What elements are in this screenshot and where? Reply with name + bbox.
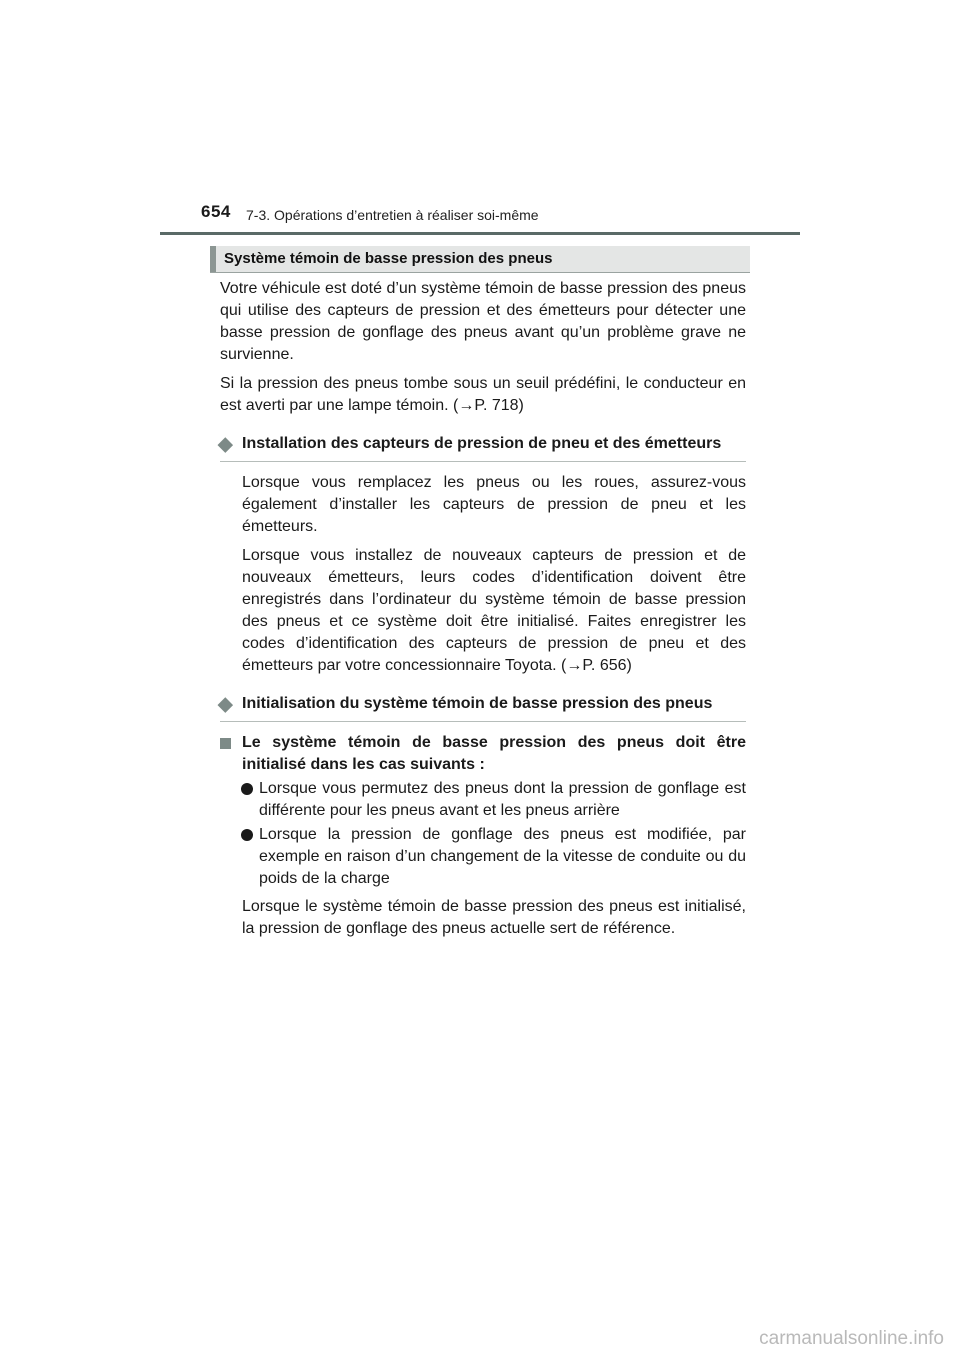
page-header	[0, 0, 960, 240]
square-bullet-icon	[220, 738, 231, 749]
intro-paragraph-2: Si la pression des pneus tombe sous un seuil prédéfini, le conducteur en est averti par une lampe témoin. (→P. 718)	[220, 375, 746, 414]
bullet-dot-icon	[241, 829, 253, 841]
header-rule	[160, 232, 800, 235]
list-item	[220, 824, 746, 890]
closing-paragraph: Lorsque le système témoin de basse pression des pneus est initialisé, la pression de gonflage des pneus actuelle sert de référence.	[242, 898, 746, 937]
page-number: 654	[201, 202, 231, 221]
heading-rule	[220, 461, 746, 462]
watermark: carmanualsonline.info	[759, 1328, 944, 1349]
installation-paragraph-1: Lorsque vous remplacez les pneus ou les roues, assurez-vous également d’installer les capteurs de pression de pneu et les émetteurs.	[242, 474, 746, 535]
subsection-heading-text: Initialisation du système témoin de basse pression des pneus	[242, 695, 713, 712]
section-title: Système témoin de basse pression des pneus	[224, 250, 553, 267]
subsection-heading-initialisation	[220, 693, 746, 715]
subsection-heading-installation	[220, 433, 746, 455]
intro-paragraph-1: Votre véhicule est doté d’un système témoin de basse pression des pneus qui utilise des capteurs de pression et des émetteurs pour détecter une basse pression de gonflage des pneus avant qu’un problème grave ne survienne.	[220, 280, 746, 363]
list-item-text: Lorsque vous permutez des pneus dont la pression de gonflage est différente pour les pneus avant et les pneus arrière	[259, 780, 746, 819]
diamond-icon: ◆	[218, 694, 233, 715]
chapter-title: 7-3. Opérations d’entretien à réaliser soi-même	[246, 207, 539, 223]
conditions-heading-text: Le système témoin de basse pression des pneus doit être initialisé dans les cas suivants :	[242, 734, 746, 773]
section-title-bar	[210, 246, 750, 273]
heading-rule	[220, 721, 746, 722]
subsection-heading-text: Installation des capteurs de pression de pneu et des émetteurs	[242, 435, 722, 452]
main-content	[220, 278, 746, 947]
diamond-icon: ◆	[218, 434, 233, 455]
list-item-text: Lorsque la pression de gonflage des pneus est modifiée, par exemple en raison d’un changement de la vitesse de conduite ou du poids de la charge	[259, 826, 746, 887]
list-item	[220, 778, 746, 822]
section-accent	[210, 246, 216, 272]
bullet-dot-icon	[241, 783, 253, 795]
conditions-heading	[220, 732, 746, 776]
installation-paragraph-2: Lorsque vous installez de nouveaux capteurs de pression et de nouveaux émetteurs, leurs codes d’identification doivent être enregistrés dans l’ordinateur du système témoin de basse pression des pneus et ce système doit être initialisé. Faites enregistrer les codes d’identification des capteurs de pression de pneu et des émetteurs par votre concessionnaire Toyota. (→P. 656)	[242, 547, 746, 674]
